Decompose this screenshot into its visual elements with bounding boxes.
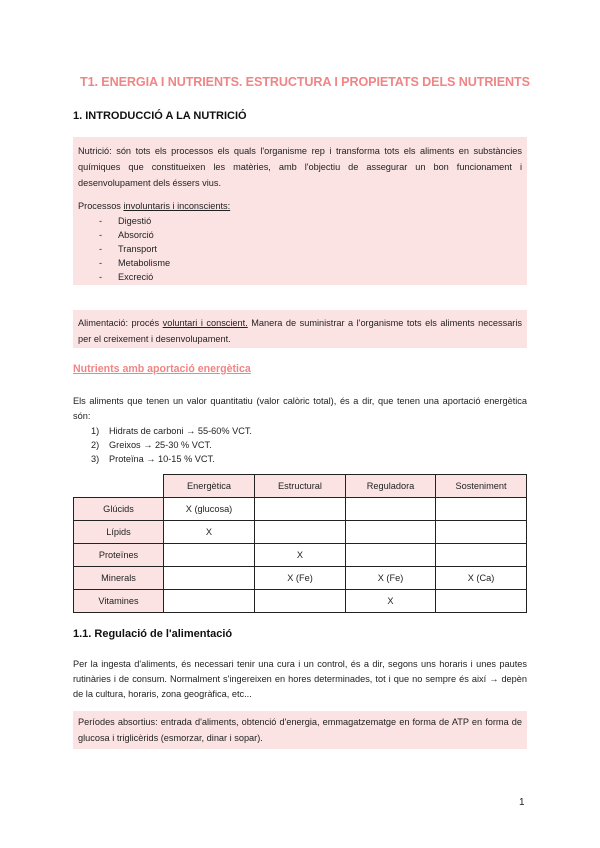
list-item: - Metabolisme: [78, 256, 522, 270]
table-row: [74, 567, 527, 590]
periodes-callout: Períodes absortius: entrada d'aliments, obtenció d'energia, emmagatzematge en forma de ATP en forma de glucosa i triglicèrids (esmorzar, dinar i sopar).: [73, 711, 527, 749]
page-number: 1: [519, 797, 525, 808]
list-text: Greixos → 25-30 % VCT.: [109, 440, 212, 450]
list-item: - Excreció: [78, 270, 522, 284]
table-cell: [346, 498, 436, 521]
alimentacio-underlined: voluntari i conscient.: [162, 318, 248, 328]
list-item: - Digestió: [78, 214, 522, 228]
row-header: Vitamines: [74, 590, 164, 613]
table-cell: [255, 521, 346, 544]
row-header: Proteïnes: [74, 544, 164, 567]
table-cell: [346, 544, 436, 567]
table-row: [74, 521, 527, 544]
table-cell: X: [346, 590, 436, 613]
alimentacio-callout: [73, 310, 527, 348]
section-heading-regulacio: 1.1. Regulació de l'alimentació: [73, 628, 233, 640]
table-cell: [255, 498, 346, 521]
alimentacio-prefix: Alimentació: procés: [78, 318, 163, 328]
table-row: [74, 498, 527, 521]
column-header: Sosteniment: [436, 475, 527, 498]
table-header-row: [74, 475, 527, 498]
nutrients-intro: Els aliments que tenen un valor quantitatiu (valor calòric total), és a dir, que tenen una aportació energètica són:: [73, 396, 527, 421]
nutrients-list: [73, 424, 527, 466]
table-cell: X (Fe): [346, 567, 436, 590]
processos-list: [78, 214, 522, 284]
list-number: 1): [91, 426, 100, 436]
table-cell: [164, 590, 255, 613]
list-number: 2): [91, 440, 100, 450]
table-cell: X (glucosa): [164, 498, 255, 521]
table-cell: [346, 521, 436, 544]
column-header: Reguladora: [346, 475, 436, 498]
nutricio-callout: [73, 137, 527, 285]
table-cell: X (Fe): [255, 567, 346, 590]
table-cell: [436, 590, 527, 613]
regulacio-paragraph: Per la ingesta d'aliments, és necessari tenir una cura i un control, és a dir, segons uns horaris i unes pautes rutinàries i de consum. Normalment s'ingereixen en hores determinades, tot i que no sempre és així → depèn de la cultura, horaris, zona geogràfica, etc...: [73, 659, 527, 699]
table-corner: [74, 475, 164, 498]
table-cell: [164, 567, 255, 590]
nutrient-function-table: [73, 474, 527, 613]
list-item: - Absorció: [78, 228, 522, 242]
list-item: [73, 438, 527, 452]
list-item: [73, 424, 527, 438]
row-header: Minerals: [74, 567, 164, 590]
section-heading-introduccio: 1. INTRODUCCIÓ A LA NUTRICIÓ: [73, 110, 247, 122]
table-cell: [164, 544, 255, 567]
table-cell: [436, 498, 527, 521]
table-cell: X: [164, 521, 255, 544]
table-row: [74, 590, 527, 613]
column-header: Estructural: [255, 475, 346, 498]
nutrients-heading: Nutrients amb aportació energètica: [73, 363, 251, 375]
processos-prefix: Processos: [78, 201, 124, 211]
table-cell: X (Ca): [436, 567, 527, 590]
processos-underlined: involuntaris i inconscients:: [123, 201, 231, 211]
processos-label: [78, 198, 522, 214]
list-text: Proteïna → 10-15 % VCT.: [109, 454, 215, 464]
row-header: Lípids: [74, 521, 164, 544]
table-cell: [436, 544, 527, 567]
list-number: 3): [91, 454, 100, 464]
table-row: [74, 544, 527, 567]
list-text: Hidrats de carboni → 55-60% VCT.: [109, 426, 252, 436]
table-cell: [436, 521, 527, 544]
table-cell: [255, 590, 346, 613]
alimentacio-suffix: Manera de suministrar a l'organisme tots els aliments necessaris per el creixement i desenvolupament.: [78, 318, 523, 344]
document-title: T1. ENERGIA I NUTRIENTS. ESTRUCTURA I PROPIETATS DELS NUTRIENTS: [80, 75, 530, 89]
row-header: Glúcids: [74, 498, 164, 521]
list-item: - Transport: [78, 242, 522, 256]
list-item: [73, 452, 527, 466]
nutricio-definition: Nutrició: són tots els processos els quals l'organisme rep i transforma tots els aliments en substàncies químiques que constitueixen les matèries, amb l'objectiu de assegurar un bon funcionament i desenvolupament dels éssers vius.: [78, 146, 522, 188]
column-header: Energètica: [164, 475, 255, 498]
table-cell: X: [255, 544, 346, 567]
nutrients-intro-block: [73, 394, 527, 466]
